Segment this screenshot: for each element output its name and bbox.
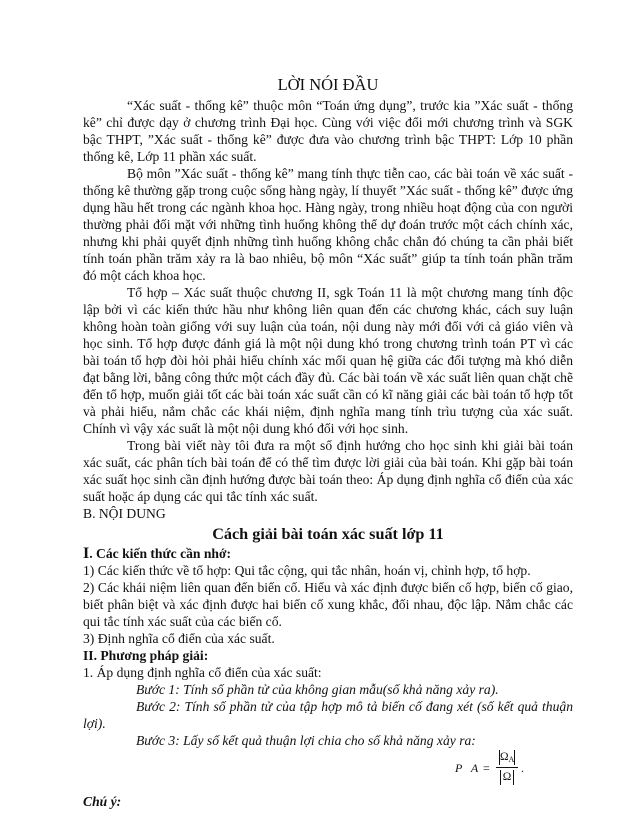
probability-formula: [83, 750, 573, 790]
fraction-bar: [496, 767, 518, 768]
part1-item-1: 1) Các kiến thức về tổ hợp: Qui tắc cộng, qui tắc nhân, hoán vị, chỉnh hợp, tổ hợp.: [83, 563, 531, 578]
part2-heading: II. Phương pháp giải:: [83, 648, 209, 663]
part1-item-2: 2) Các khái niệm liên quan đến biến cố. Hiểu và xác định được biến cố hợp, biến cố giao, biết phân biệt và xác định được hai biến cố xung khắc, đối nhau, độc lập. Nắm chắc các qui tắc tính xác suất của các biến cố.: [83, 580, 573, 629]
section-b-label: B. NỘI DUNG: [83, 506, 166, 521]
step-1: Bước 1: Tính số phần tử của không gian mẫu(số khả năng xảy ra).: [136, 682, 499, 697]
formula-equals: =: [483, 761, 490, 775]
document-title: LỜI NÓI ĐẦU: [277, 75, 379, 94]
formula-denominator: Ω: [500, 770, 514, 785]
formula-numerator: [499, 750, 515, 765]
main-heading: Cách giải bài toán xác suất lớp 11: [212, 525, 444, 543]
part1-heading: [83, 545, 573, 562]
part2-method: 1. Áp dụng định nghĩa cổ điển của xác suất:: [83, 665, 322, 680]
step-2: Bước 2: Tính số phần tử của tập hợp mô tả biến cố đang xét (số kết quả thuận lợi).: [83, 699, 573, 731]
formula-numerator-sub: A: [508, 755, 515, 764]
formula-fraction: [496, 750, 518, 785]
formula-end: .: [521, 761, 524, 775]
part1-roman: I: [83, 545, 90, 562]
note-label: Chú ý:: [83, 794, 122, 809]
intro-paragraph-3: Tổ hợp – Xác suất thuộc chương II, sgk Toán 11 là một chương mang tính độc lập bởi vì các kiến thức hầu như không liên quan đến các chương khác, cách suy luận không hoàn toàn giống với suy luận của toán, nội dung này mới đối với cả giáo viên và học sinh. Tổ hợp được đánh giá là một nội dung khó trong chương trình toán PT vì các bài toán tổ hợp đòi hỏi phải hiểu chính xác mối quan hệ giữa các đối tượng mà khó diễn đạt bằng lời, bằng công thức một cách đầy đủ. Các bài toán về xác suất liên quan chặt chẽ đến tổ hợp, muốn giải tốt các bài toán xác suất cần có kĩ năng giải các bài toán tổ hợp tốt và phải hiểu, nắm chắc các khái niệm, định nghĩa mang tính trìu tượng của xác suất. Chính vì vậy xác suất là một nội dung khó đối với học sinh.: [83, 285, 573, 436]
formula-numerator-symbol: Ω: [500, 751, 509, 763]
intro-paragraph-2: Bộ môn ”Xác suất - thống kê” mang tính thực tiễn cao, các bài toán về xác suất - thống kê thường gặp trong cuộc sống hàng ngày, lí thuyết ”Xác suất - thống kê” được ứng dụng hầu hết trong các ngành khoa học. Hàng ngày, trong nhiều hoạt động của con người thường phải đối mặt với những tình huống không thể dự đoán trước một cách chính xác, nhưng khi phải quyết định những tình huống không chắc chắn đó chúng ta cần phải biết tính toán phần trăm xảy ra là bao nhiêu, bộ môn “Xác suất” giúp ta tính toán phần trăm đó một cách khoa học.: [83, 166, 573, 283]
step-3: Bước 3: Lấy số kết quả thuận lợi chia cho số khả năng xảy ra:: [136, 733, 476, 748]
intro-paragraph-1: “Xác suất - thống kê” thuộc môn “Toán ứng dụng”, trước kia ”Xác suất - thống kê” chỉ được dạy ở chương trình Đại học. Cùng với việc đổi mới chương trình và SGK bậc THPT, ”Xác suất - thống kê” được đưa vào chương trình bậc THPT: Lớp 10 phần thống kê, Lớp 11 phần xác suất.: [83, 98, 573, 164]
document-page: [83, 74, 573, 810]
formula-lhs: P A: [455, 761, 482, 775]
part1-heading-text: . Các kiến thức cần nhớ:: [89, 546, 232, 561]
part1-item-3: 3) Định nghĩa cổ điển của xác suất.: [83, 631, 275, 646]
intro-paragraph-4: Trong bài viết này tôi đưa ra một số định hướng cho học sinh khi giải bài toán xác suất, các phân tích bài toán để có thể tìm được lời giải của bài toán. Khi gặp bài toán xác suất học sinh cần định hướng được bài toán theo: Áp dụng định nghĩa cổ điển của xác suất hoặc áp dụng các qui tắc tính xác suất.: [83, 438, 573, 504]
